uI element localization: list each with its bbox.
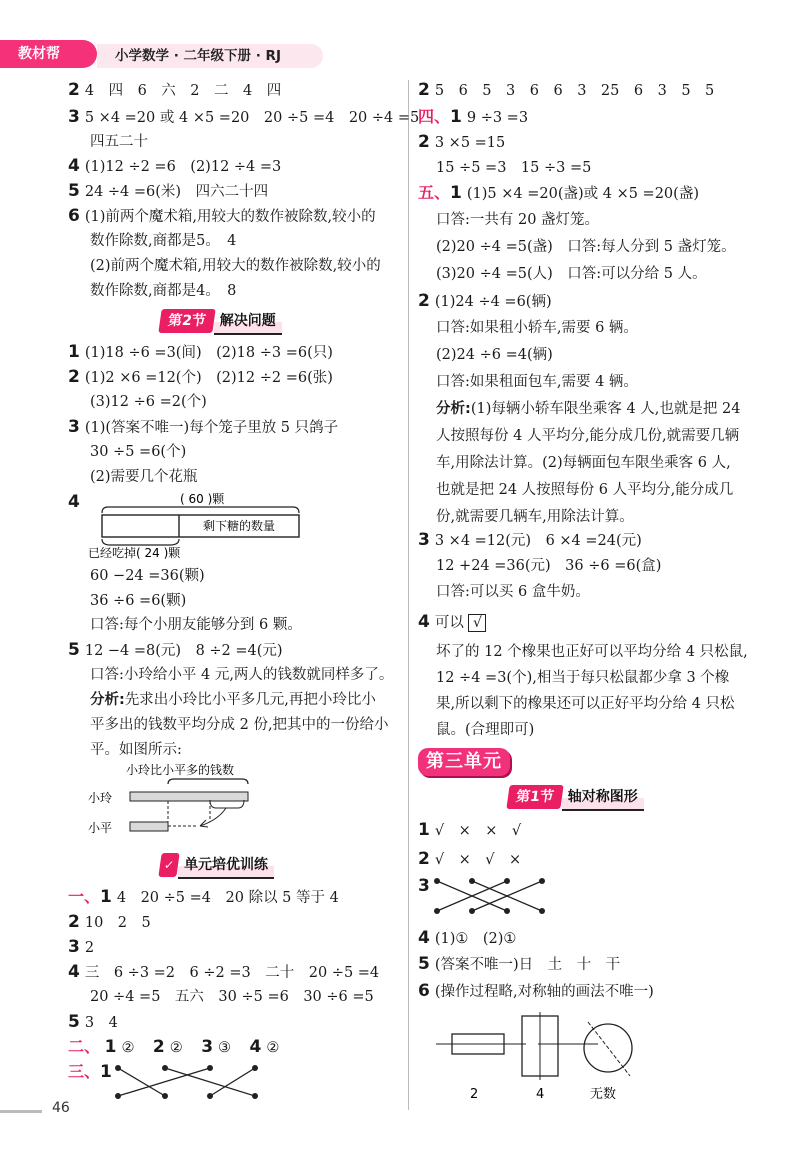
r-part4-q1: 四、1 9 ÷3 =3 xyxy=(418,107,529,127)
solve-3-line3: (2)需要几个花瓶 xyxy=(90,469,198,485)
unit-part1-q1: 一、1 4 20 ÷5 =4 20 除以 5 等于 4 xyxy=(68,887,339,907)
r-part5-q2-line4: 口答:如果租面包车,需要 4 辆。 xyxy=(436,374,638,390)
unit-part3: 三、1 xyxy=(68,1062,112,1082)
solve-4-line2: 60 −24 =36(颗) xyxy=(90,568,205,584)
unit-part1-q4-line2: 20 ÷4 =5 五六 30 ÷5 =6 30 ÷6 =5 xyxy=(90,989,374,1005)
diagram-total-label: ( 60 )颗 xyxy=(180,492,225,506)
r-part5-q4-line5: 鼠。(合理即可) xyxy=(436,722,535,738)
xiaoling-bar xyxy=(130,792,248,801)
r-part5-q2-analysis-5: 份,就需要几辆车,用除法计算。 xyxy=(436,509,634,525)
unit-training-title: 单元培优训练 xyxy=(178,853,274,879)
column-divider xyxy=(408,80,409,1110)
page-number: 46 xyxy=(52,1100,70,1116)
r-part5-q1: 五、1 (1)5 ×4 =20(盏)或 4 ×5 =20(盏) xyxy=(418,183,699,203)
solve-4-line4: 口答:每个小朋友能够分到 6 颗。 xyxy=(90,617,302,633)
xiaoping-bar xyxy=(130,822,168,831)
r-part5-q3: 3 3 ×4 =12(元) 6 ×4 =24(元) xyxy=(418,530,642,550)
r-part5-q4-line3: 12 ÷4 =3(个),相当于每只松鼠都少拿 3 个橡 xyxy=(436,670,730,686)
r-part5-q2-analysis-2: 人按照每份 4 人平均分,能分成几份,就需要几辆 xyxy=(436,428,740,444)
money-compare-diagram xyxy=(88,760,278,840)
unit-part1-q2: 2 10 2 5 xyxy=(68,912,151,932)
unit-training-heading xyxy=(160,853,274,877)
r-part5-q1-line4: (3)20 ÷4 =5(人) 口答:可以分给 5 人。 xyxy=(436,266,707,282)
answer-4: 4 (1)12 ÷2 =6 (2)12 ÷4 =3 xyxy=(68,156,282,176)
section-title: 轴对称图形 xyxy=(562,785,644,811)
solve-5-analysis-3: 平。如图所示: xyxy=(90,742,182,758)
r-part5-q1-line3: (2)20 ÷4 =5(盏) 口答:每人分到 5 盏灯笼。 xyxy=(436,239,736,255)
solve-5-analysis-2: 平多出的钱数平均分成 2 份,把其中的一份给小 xyxy=(90,717,389,733)
section-title: 解决问题 xyxy=(214,309,282,335)
solve-5-line2: 口答:小玲给小平 4 元,两人的钱数就同样多了。 xyxy=(90,667,394,683)
r-part5-q1-line2: 口答:一共有 20 盏灯笼。 xyxy=(436,212,600,228)
diagram-xiaoping-label: 小平 xyxy=(88,821,113,835)
sym-q6: 6 (操作过程略,对称轴的画法不唯一) xyxy=(418,981,654,1001)
eaten-brace xyxy=(102,539,179,545)
solve-3-line2: 30 ÷5 =6(个) xyxy=(90,444,187,460)
r-part5-q4: 4 可以 √ xyxy=(418,612,486,633)
matching-lines-right xyxy=(432,876,552,916)
r-part5-q2-analysis-3: 车,用除法计算。(2)每辆面包车限坐乘客 6 人, xyxy=(436,455,731,471)
total-brace xyxy=(102,507,299,513)
r-answer-2: 2 5 6 5 3 6 6 3 25 6 3 5 5 xyxy=(418,80,715,100)
section-tag: 第1节 xyxy=(506,785,563,809)
r-part5-q2-line3: (2)24 ÷6 =4(辆) xyxy=(436,347,553,363)
section-tag: 第2节 xyxy=(158,309,215,333)
r-part5-q3-line2: 12 +24 =36(元) 36 ÷6 =6(盒) xyxy=(436,558,662,574)
r-part5-q3-line3: 口答:可以买 6 盒牛奶。 xyxy=(436,584,590,600)
chart-icon: ✓ xyxy=(158,853,179,877)
solve-5: 5 12 −4 =8(元) 8 ÷2 =4(元) xyxy=(68,640,283,660)
answer-6-line3: (2)前两个魔术箱,用较大的数作被除数,较小的 xyxy=(90,258,381,274)
r-part5-q2-analysis-4: 也就是把 24 人按照每份 6 人平均分,能分成几 xyxy=(436,482,734,498)
answer-3-line2: 四五二十 xyxy=(90,134,148,150)
solve-2: 2 (1)2 ×6 =12(个) (2)12 ÷2 =6(张) xyxy=(68,367,333,387)
symmetry-figures xyxy=(430,1010,650,1105)
section-heading-axis xyxy=(508,785,644,809)
solve-2-line2: (3)12 ÷6 =2(个) xyxy=(90,394,207,410)
diagram-eaten-label: 已经吃掉( 24 )颗 xyxy=(88,546,181,560)
answer-6: 6 (1)前两个魔术箱,用较大的数作被除数,较小的 xyxy=(68,206,376,226)
sym-q5: 5 (答案不唯一)日 土 十 干 xyxy=(418,954,621,974)
r-part4-q2-line2: 15 ÷5 =3 15 ÷3 =5 xyxy=(436,160,592,176)
r-part5-q4-line4: 果,所以剩下的橡果还可以正好平均分给 4 只松 xyxy=(436,696,735,712)
candy-bar-diagram xyxy=(88,487,318,562)
circle-axis-count: 无数 xyxy=(590,1087,617,1102)
square-axis-count: 4 xyxy=(536,1087,545,1102)
sym-q4: 4 (1)① (2)① xyxy=(418,928,517,948)
solve-3: 3 (1)(答案不唯一)每个笼子里放 5 只鸽子 xyxy=(68,417,339,437)
checkbox-checked: √ xyxy=(468,614,486,632)
r-part5-q2: 2 (1)24 ÷4 =6(辆) xyxy=(418,291,552,311)
diagram-xiaoling-label: 小玲 xyxy=(88,791,113,805)
answer-6-line2: 数作除数,商都是5。 4 xyxy=(90,233,237,249)
unit-part1-q3: 3 2 xyxy=(68,937,95,957)
sym-q1: 1 √ × × √ xyxy=(418,820,522,840)
solve-1: 1 (1)18 ÷6 =3(间) (2)18 ÷3 =6(只) xyxy=(68,342,333,362)
matching-lines-left xyxy=(110,1064,270,1100)
r-part5-q2-analysis: 分析:(1)每辆小轿车限坐乘客 4 人,也就是把 24 xyxy=(436,401,741,417)
r-part4-q2: 2 3 ×5 =15 xyxy=(418,132,506,152)
solve-4-line3: 36 ÷6 =6(颗) xyxy=(90,593,187,609)
section-heading-2 xyxy=(160,309,282,333)
header-title: 小学数学 · 二年级下册 · RJ xyxy=(97,44,323,68)
r-part5-q2-line2: 口答:如果租小轿车,需要 6 辆。 xyxy=(436,320,638,336)
sym-q2: 2 √ × √ × xyxy=(418,849,522,869)
diagram-remaining-label: 剩下糖的数量 xyxy=(203,519,276,533)
header-tag: 教材帮 xyxy=(0,40,97,68)
page-number-bar xyxy=(0,1110,42,1113)
answer-5: 5 24 ÷4 =6(米) 四六二十四 xyxy=(68,181,269,201)
solve-4-number: 4 xyxy=(68,492,80,512)
answer-6-line4: 数作除数,商都是4。 8 xyxy=(90,283,237,299)
unit-part1-q4: 4 三 6 ÷3 =2 6 ÷2 =3 二十 20 ÷5 =4 xyxy=(68,962,380,982)
sym-q3-number: 3 xyxy=(418,876,430,896)
solve-5-analysis: 分析:先求出小玲比小平多几元,再把小玲比小 xyxy=(90,692,376,708)
answer-3: 3 5 ×4 =20 或 4 ×5 =20 20 ÷5 =4 20 ÷4 =5 xyxy=(68,107,420,127)
r-part5-q4-line2: 坏了的 12 个橡果也正好可以平均分给 4 只松鼠, xyxy=(436,644,748,660)
unit-part2: 二、 1 ② 2 ② 3 ③ 4 ② xyxy=(68,1037,280,1057)
diagram-diff-label: 小玲比小平多的钱数 xyxy=(126,763,235,777)
answer-2: 2 4 四 6 六 2 二 4 四 xyxy=(68,80,282,100)
unit-part1-q5: 5 3 4 xyxy=(68,1012,118,1032)
rect-axis-count: 2 xyxy=(470,1087,479,1102)
unit-3-banner: 第三单元 xyxy=(418,748,510,776)
